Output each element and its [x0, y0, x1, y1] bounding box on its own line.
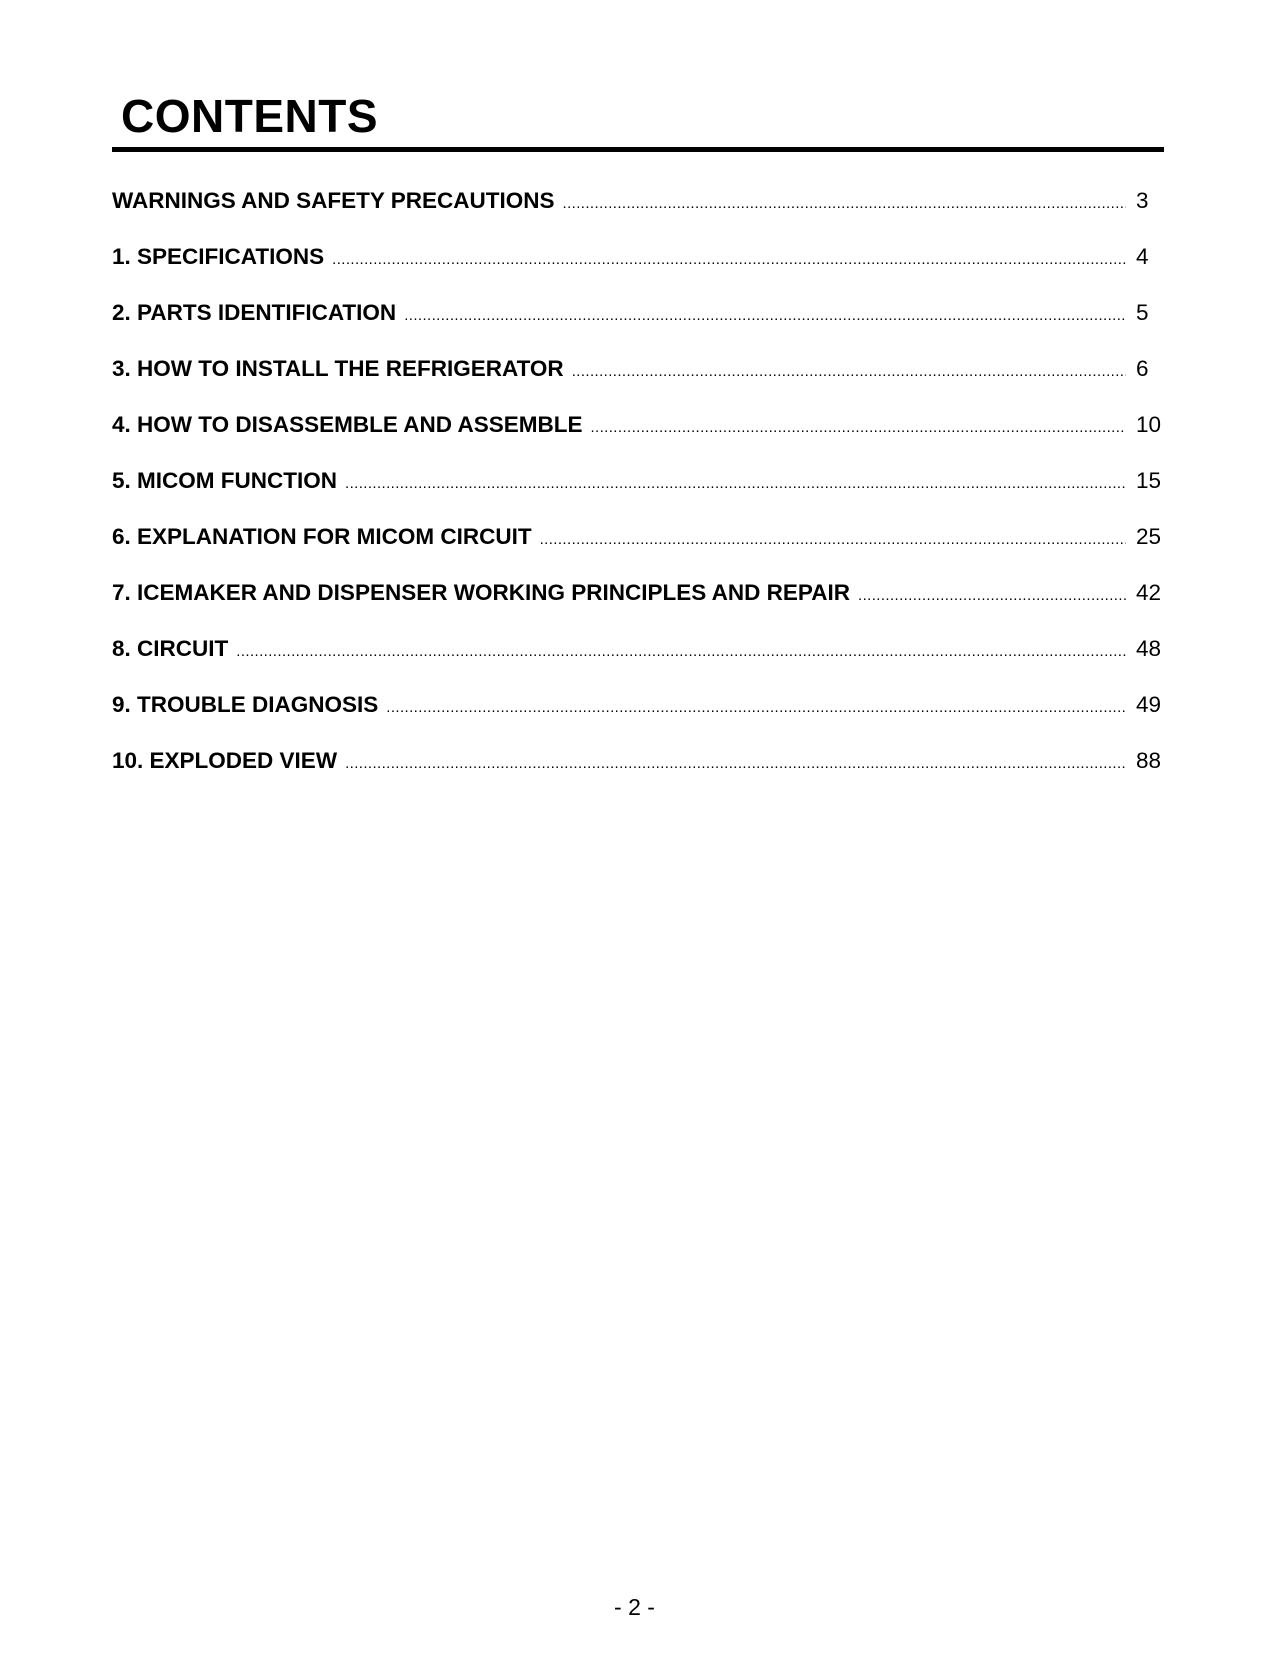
toc-entry-label: 5. MICOM FUNCTION	[112, 468, 337, 493]
toc-entry-page: 15	[1136, 468, 1162, 493]
toc-entry-page: 4	[1136, 244, 1149, 269]
toc-entry-label: 1. SPECIFICATIONS	[112, 244, 325, 269]
toc-entry-label: 8. CIRCUIT	[112, 636, 229, 661]
toc-entry-page: 5	[1136, 300, 1149, 325]
toc-entry-icemaker[interactable]	[112, 578, 1164, 634]
page-number: - 2 -	[614, 1594, 655, 1620]
toc-entry-page: 88	[1136, 748, 1162, 773]
toc-entry-page: 6	[1136, 356, 1149, 381]
dot-leader	[563, 193, 1126, 215]
toc-entry-label: WARNINGS AND SAFETY PRECAUTIONS	[112, 188, 555, 213]
toc-entry-page: 48	[1136, 636, 1162, 661]
dot-leader	[345, 473, 1126, 495]
toc-entry-label: 7. ICEMAKER AND DISPENSER WORKING PRINCIPLES AND REPAIR	[112, 580, 850, 605]
toc-entry-page: 42	[1136, 580, 1162, 605]
toc-entry-label: 10. EXPLODED VIEW	[112, 748, 338, 773]
dot-leader	[572, 361, 1126, 383]
dot-leader	[404, 305, 1126, 327]
page-title: CONTENTS	[121, 90, 378, 142]
toc-entry-label: 2. PARTS IDENTIFICATION	[112, 300, 397, 325]
toc-entry-label: 6. EXPLANATION FOR MICOM CIRCUIT	[112, 524, 532, 549]
toc-entry-label: 3. HOW TO INSTALL THE REFRIGERATOR	[112, 356, 564, 381]
toc-entry-page: 10	[1136, 412, 1162, 437]
title-underline	[112, 147, 1164, 152]
dot-leader	[332, 249, 1126, 271]
toc-entry-micom-function[interactable]	[112, 466, 1164, 522]
toc-entry-page: 25	[1136, 524, 1162, 549]
dot-leader	[386, 697, 1126, 719]
toc-entry-disassemble[interactable]	[112, 410, 1164, 466]
toc-entry-warnings[interactable]	[112, 186, 1164, 242]
dot-leader	[345, 753, 1126, 775]
toc-entry-micom-circuit[interactable]	[112, 522, 1164, 578]
dot-leader	[540, 529, 1126, 551]
toc-entry-specifications[interactable]	[112, 242, 1164, 298]
toc-entry-label: 9. TROUBLE DIAGNOSIS	[112, 692, 379, 717]
toc-entry-parts-identification[interactable]	[112, 298, 1164, 354]
table-of-contents	[112, 186, 1164, 802]
dot-leader	[236, 641, 1126, 663]
toc-entry-exploded-view[interactable]	[112, 746, 1164, 802]
toc-entry-label: 4. HOW TO DISASSEMBLE AND ASSEMBLE	[112, 412, 583, 437]
toc-entry-circuit[interactable]	[112, 634, 1164, 690]
dot-leader	[858, 585, 1126, 607]
toc-entry-install[interactable]	[112, 354, 1164, 410]
dot-leader	[590, 417, 1126, 439]
toc-entry-page: 3	[1136, 188, 1149, 213]
toc-entry-page: 49	[1136, 692, 1162, 717]
toc-entry-trouble-diagnosis[interactable]	[112, 690, 1164, 746]
